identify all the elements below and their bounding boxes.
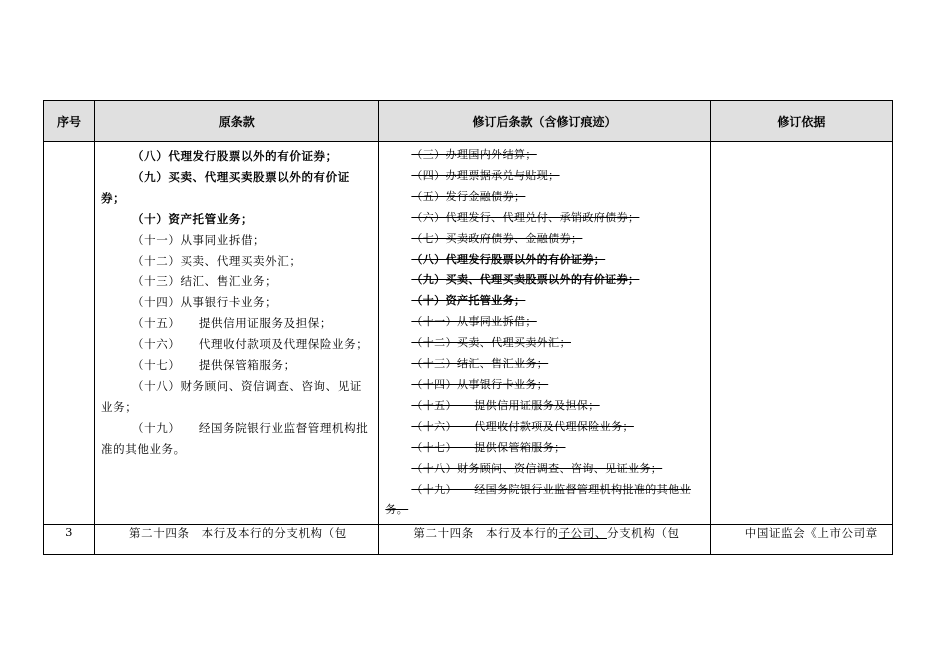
original-clause: （十二）买卖、代理买卖外汇； xyxy=(132,253,302,268)
header-seq: 序号 xyxy=(44,101,95,142)
deleted-clause: （十四）从事银行卡业务； xyxy=(411,377,549,391)
original-clause: （十四）从事银行卡业务； xyxy=(132,295,278,310)
original-clause: （十一）从事同业拆借； xyxy=(132,232,266,247)
table-row xyxy=(44,525,893,555)
row1-basis xyxy=(710,142,892,525)
deleted-clause: （三）办理国内外结算； xyxy=(411,148,537,161)
table-row xyxy=(44,142,893,525)
deleted-clause: （八）代理发行股票以外的有价证券； xyxy=(411,252,606,266)
deleted-clause: （五）发行金融债券； xyxy=(411,189,526,203)
row2-revised xyxy=(379,525,710,555)
header-revised: 修订后条款（含修订痕迹） xyxy=(379,101,710,142)
deleted-clause: （六）代理发行、代理兑付、承销政府债券； xyxy=(411,210,640,224)
deleted-clause: （十三）结汇、售汇业务； xyxy=(411,357,549,371)
deleted-clause: （十六） 代理收付款项及代理保险业务； xyxy=(411,419,634,433)
deleted-clause: （十七） 提供保管箱服务； xyxy=(411,440,566,454)
deleted-clause: （十八）财务顾问、资信调查、咨询、见证业务； xyxy=(411,461,663,475)
revised-text: 分支机构（包 xyxy=(606,526,680,540)
deleted-clause: （九）买卖、代理买卖股票以外的有价证券； xyxy=(411,273,640,287)
header-basis: 修订依据 xyxy=(710,101,892,142)
original-clause: （八）代理发行股票以外的有价证券； xyxy=(132,149,338,163)
deleted-clause: （七）买卖政府债券、金融债券； xyxy=(411,231,583,245)
row2-basis: 中国证监会《上市公司章 xyxy=(710,525,892,555)
original-clause: （十三）结汇、售汇业务； xyxy=(132,274,278,289)
deleted-clause: （十）资产托管业务； xyxy=(411,294,526,308)
deleted-clause: （四）办理票据承兑与贴现； xyxy=(411,168,560,182)
row1-seq xyxy=(44,142,95,525)
header-row xyxy=(44,101,893,142)
deleted-clause: （十九） 经国务院银行业监督管理机构批准的其他业务。 xyxy=(385,482,691,517)
row1-revised xyxy=(379,142,710,525)
original-clause: （十）资产托管业务； xyxy=(132,211,254,226)
deleted-clause: （十一）从事同业拆借； xyxy=(411,315,537,329)
original-clause: （九）买卖、代理买卖股票以外的有价证券； xyxy=(101,169,350,205)
inserted-text: 子公司、 xyxy=(558,526,607,540)
original-clause: （十七） 提供保管箱服务； xyxy=(132,358,296,373)
original-clause: （十八）财务顾问、资信调查、咨询、见证业务； xyxy=(101,378,362,414)
original-clause: （十五） 提供信用证服务及担保； xyxy=(132,316,332,331)
original-clause: （十九） 经国务院银行业监督管理机构批准的其他业务。 xyxy=(101,420,369,456)
deleted-clause: （十五） 提供信用证服务及担保； xyxy=(411,398,600,412)
original-clause: （十六） 代理收付款项及代理保险业务； xyxy=(132,337,369,352)
revised-text: 第二十四条 本行及本行的 xyxy=(413,526,559,540)
row2-seq: 3 xyxy=(44,525,95,555)
row1-original xyxy=(95,142,379,525)
row2-original: 第二十四条 本行及本行的分支机构（包 xyxy=(95,525,379,555)
revision-table xyxy=(43,100,893,555)
header-original: 原条款 xyxy=(95,101,379,142)
deleted-clause: （十二）买卖、代理买卖外汇； xyxy=(411,336,571,350)
